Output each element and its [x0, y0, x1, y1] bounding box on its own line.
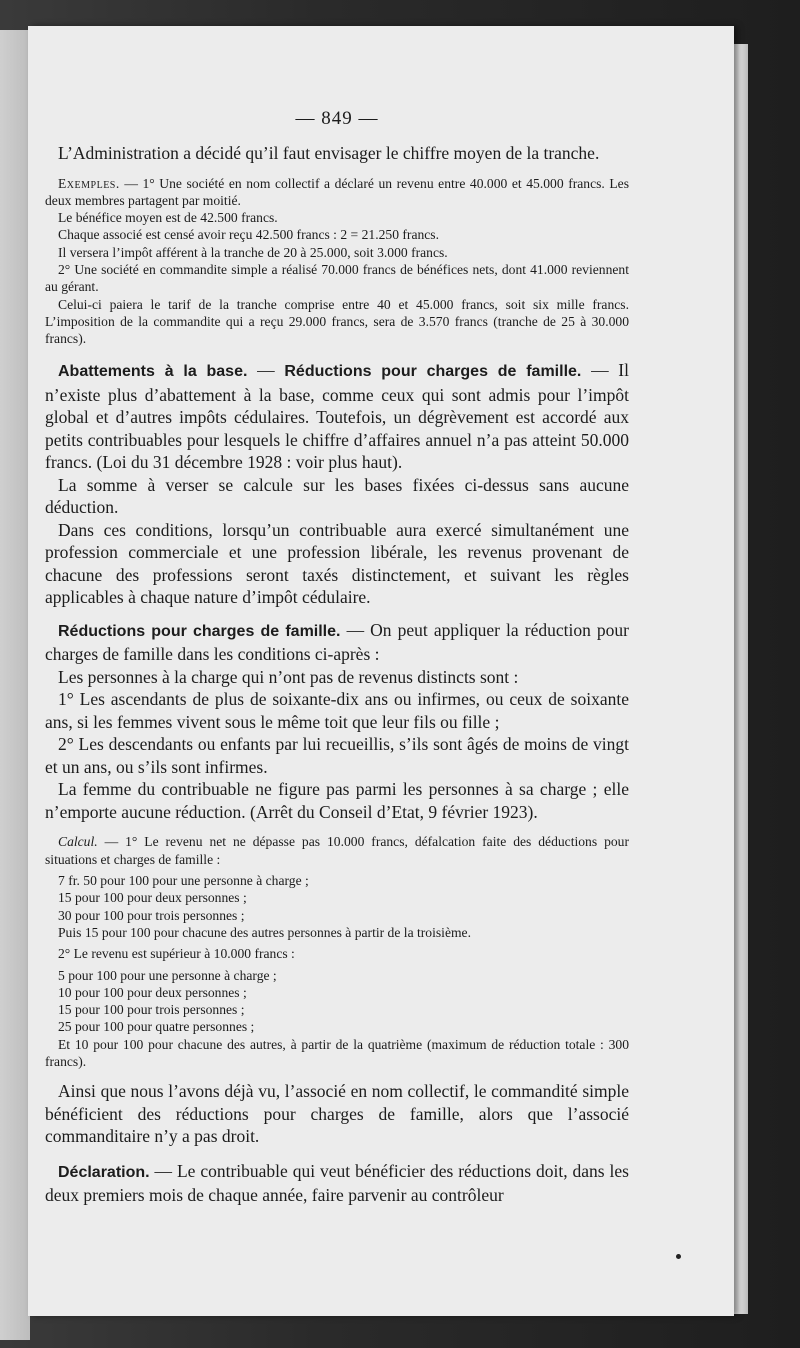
- book-page: [28, 26, 734, 1316]
- example-line: Il versera l’impôt afférent à la tranche de 20 à 25.000, soit 3.000 francs.: [58, 244, 448, 260]
- list-item: 15 pour 100 pour trois personnes ;: [58, 1002, 245, 1018]
- calcul-case-2: 2° Le revenu est supérieur à 10.000 francs :: [58, 946, 295, 962]
- ainsi-paragraph: Ainsi que nous l’avons déjà vu, l’associé en nom collectif, le commandité simple bénéficient des réductions pour charges de famille, alors que l’associé commanditaire n’y a pas droit.: [45, 1081, 629, 1147]
- list-item: 30 pour 100 pour trois personnes ;: [58, 907, 245, 923]
- example-1-body: — 1° Une société en nom collectif a déclaré un revenu entre 40.000 et 45.000 francs. Les deux membres partagent par moitié.: [45, 175, 629, 208]
- body-paragraph: Dans ces conditions, lorsqu’un contribuable aura exercé simultanément une profession commerciale et une profession libérale, les revenus provenant de chacune des professions seront taxés distinctement, et suivant les règles applicables à chaque nature d’impôt cédulaire.: [45, 519, 629, 608]
- page-number: — 849 —: [295, 108, 379, 129]
- body-paragraph: La somme à verser se calcule sur les bases fixées ci-dessus sans aucune déduction.: [45, 474, 629, 518]
- declaration-paragraph: [45, 1160, 629, 1207]
- reductions-section: [45, 619, 629, 824]
- list-item: 25 pour 100 pour quatre personnes ;: [58, 1019, 255, 1035]
- calcul-block: [45, 833, 629, 1070]
- list-item: Et 10 pour 100 pour chacune des autres, à partir de la quatrième (maximum de réduction totale : 300 francs).: [45, 1036, 629, 1070]
- reductions-body: — On peut appliquer la réduction pour charges de famille dans les conditions ci-après :: [45, 619, 629, 665]
- example-2-text: 2° Une société en commandite simple a réalisé 70.000 francs de bénéfices nets, dont 41.000 reviennent au gérant.: [45, 261, 629, 295]
- abattements-heading: Abattements à la base.: [58, 363, 248, 381]
- calcul-body: — 1° Le revenu net ne dépasse pas 10.000 francs, défalcation faite des déductions pour situations et charges de famille :: [45, 834, 629, 867]
- example-line: Chaque associé est censé avoir reçu 42.500 francs : 2 = 21.250 francs.: [58, 227, 439, 243]
- examples-label: Exemples.: [58, 175, 120, 191]
- list-item: 5 pour 100 pour une personne à charge ;: [58, 967, 277, 983]
- body-paragraph: La femme du contribuable ne figure pas parmi les personnes à sa charge ; elle n’emporte aucune réduction. (Arrêt du Conseil d’Etat, 9 février 1923).: [45, 779, 629, 822]
- facing-page-edge: [0, 30, 30, 1340]
- declaration-heading: Déclaration.: [58, 1163, 150, 1181]
- list-item: 15 pour 100 pour deux personnes ;: [58, 890, 247, 906]
- abattements-body: — Il n’existe plus d’abattement à la base, comme ceux qui sont admis pour l’impôt global et d’autres impôts cédulaires. Toutefois, un dégrèvement est accordé aux petits contribuables pour lesquels le chiffre d’affaires annuel n’a pas atteint 50.000 francs. (Loi du 31 décembre 1928 : voir plus haut).: [45, 360, 629, 473]
- page-content: [45, 108, 629, 1207]
- body-paragraph: 2° Les descendants ou enfants par lui recueillis, s’ils sont âgés de moins de vingt et un ans, ou s’ils sont infirmes.: [45, 734, 629, 777]
- heading-dash: —: [247, 360, 285, 381]
- reductions-paragraph: [45, 619, 629, 666]
- example-line: Le bénéfice moyen est de 42.500 francs.: [58, 210, 278, 226]
- examples-block: [45, 175, 629, 348]
- calcul-intro: [45, 833, 629, 868]
- example-1-text: [45, 175, 629, 210]
- intro-paragraph: L’Administration a décidé qu’il faut envisager le chiffre moyen de la tranche.: [58, 143, 600, 163]
- calcul-label: Calcul.: [58, 834, 98, 850]
- list-item: 10 pour 100 pour deux personnes ;: [58, 984, 247, 1000]
- list-item: Puis 15 pour 100 pour chacune des autres personnes à partir de la troisième.: [58, 924, 471, 940]
- example-line: Celui-ci paiera le tarif de la tranche comprise entre 40 et 45.000 francs, soit six mille francs. L’imposition de la commandite qui a reçu 29.000 francs, sera de 3.570 francs (tranche de 25 à 30.000 francs).: [45, 296, 629, 347]
- reductions-heading: Réductions pour charges de famille.: [58, 622, 341, 640]
- list-item: 7 fr. 50 pour 100 pour une personne à charge ;: [58, 873, 309, 889]
- abattements-section: [45, 359, 629, 609]
- calcul-list-1: [45, 872, 629, 941]
- ink-speck: [676, 1254, 681, 1259]
- declaration-body: — Le contribuable qui veut bénéficier des réductions doit, dans les deux premiers mois de chaque année, faire parvenir au contrôleur: [45, 1160, 629, 1206]
- reductions-subheading: Réductions pour charges de famille.: [284, 363, 582, 381]
- body-paragraph: Les personnes à la charge qui n’ont pas de revenus distincts sont :: [58, 666, 519, 687]
- calcul-list-2: [45, 967, 629, 1071]
- body-paragraph: 1° Les ascendants de plus de soixante-dix ans ou infirmes, ou ceux de soixante ans, si les femmes vivent sous le même toit que leur fils ou fille ;: [45, 689, 629, 732]
- abattements-paragraph: [45, 359, 629, 474]
